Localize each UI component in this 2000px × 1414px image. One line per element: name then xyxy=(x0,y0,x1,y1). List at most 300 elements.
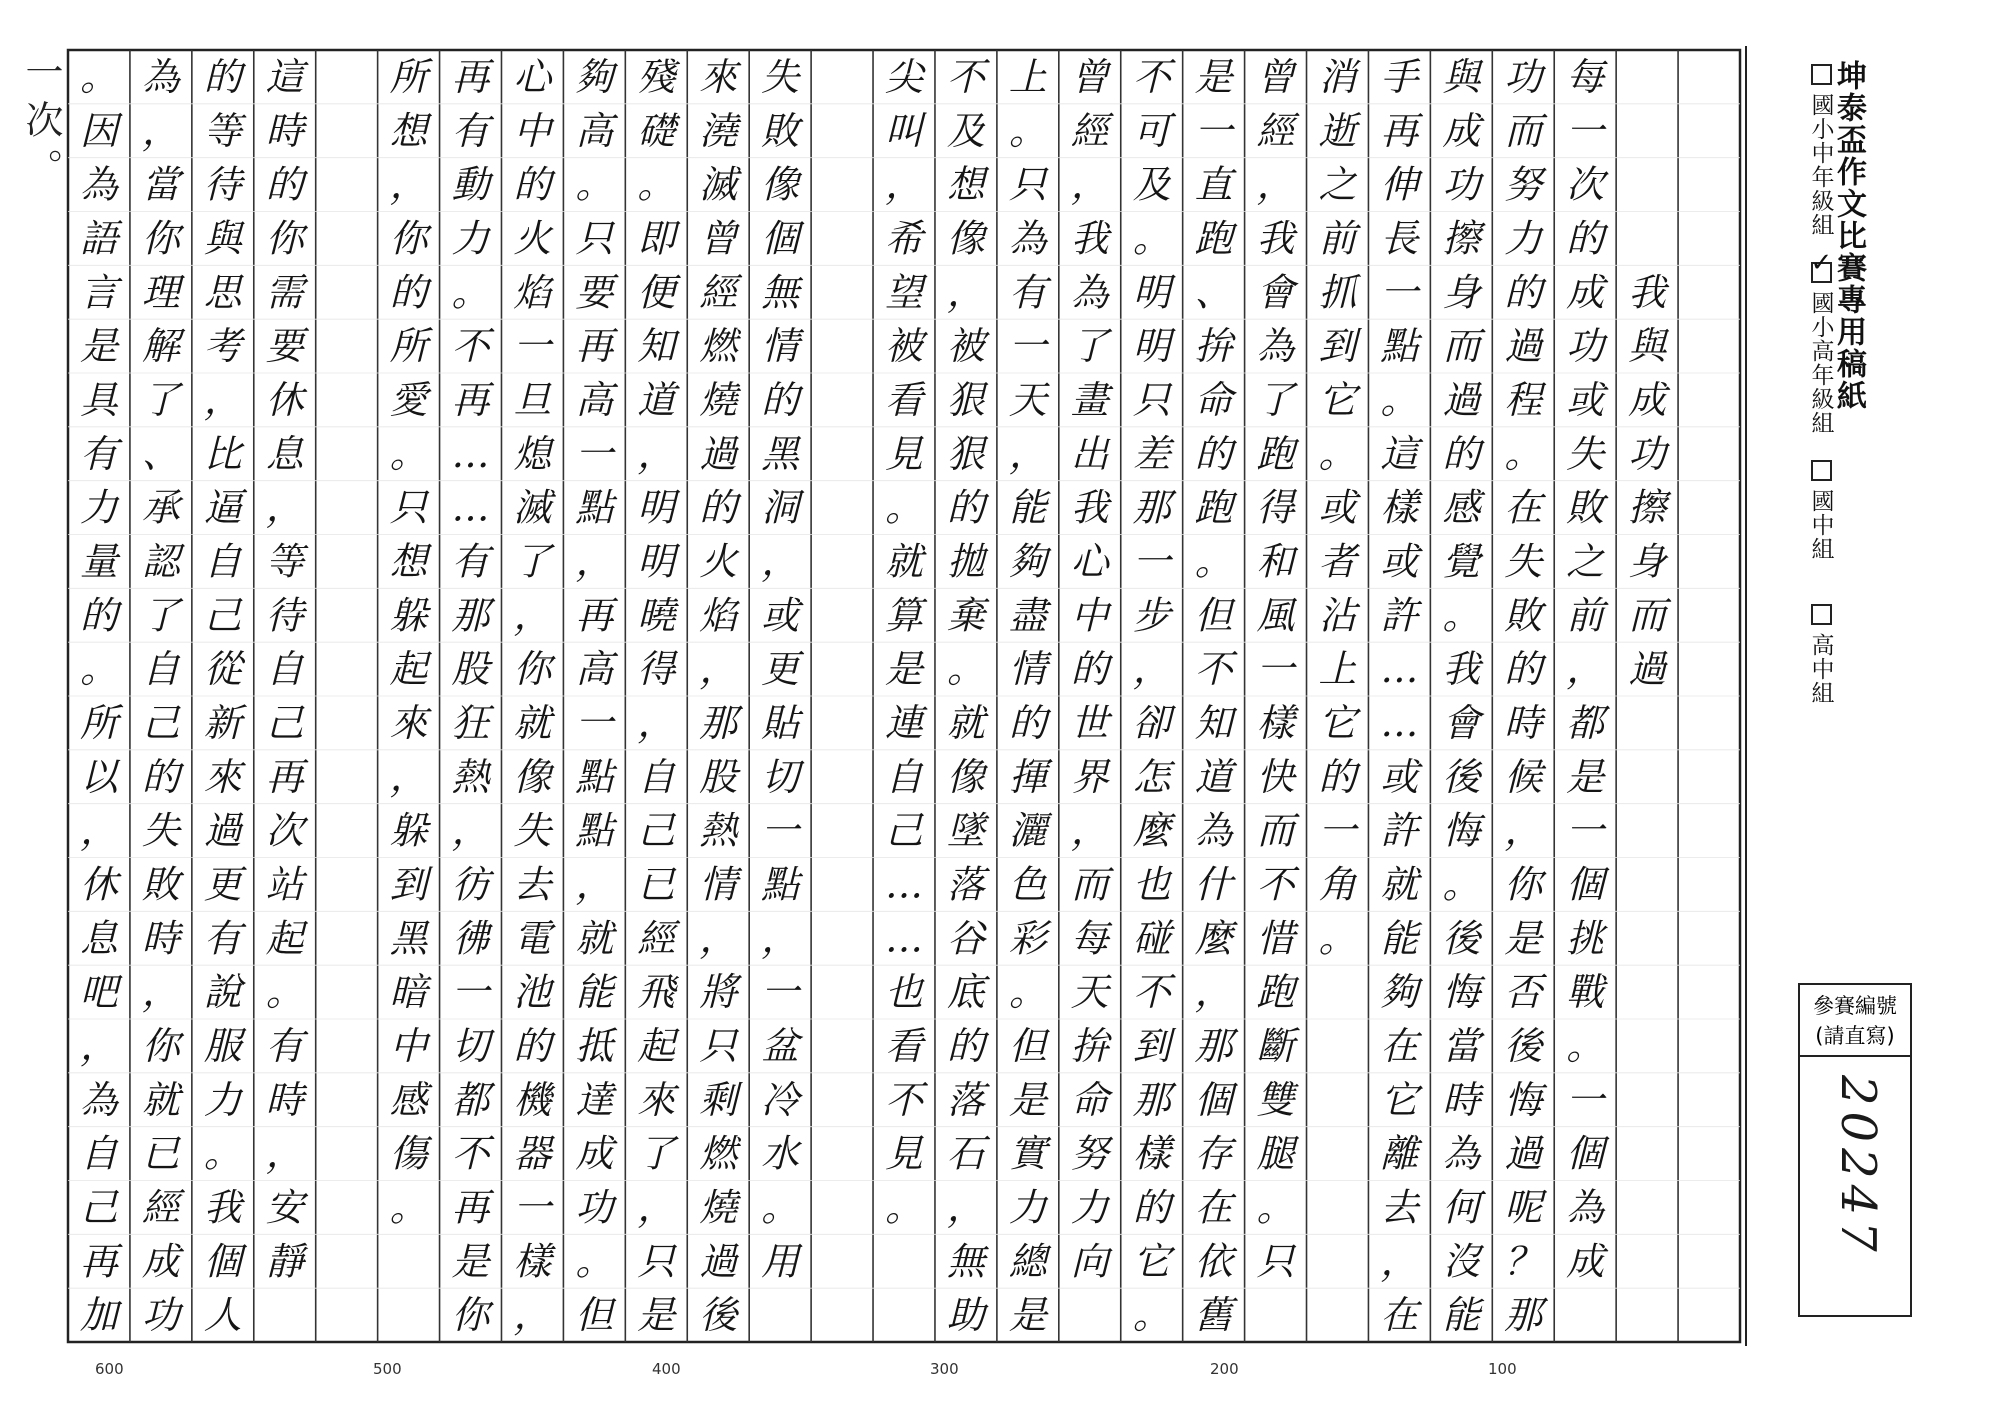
essay-char: 但 xyxy=(1194,593,1233,638)
essay-char: 失 xyxy=(141,808,180,853)
category-checkbox[interactable] xyxy=(1811,64,1832,85)
essay-char: 自 xyxy=(79,1131,118,1176)
essay-char: 後 xyxy=(1442,916,1481,961)
essay-char: 站 xyxy=(265,862,304,907)
essay-char: 那 xyxy=(1132,1077,1171,1122)
essay-char: 或 xyxy=(761,593,800,638)
essay-char: 只 xyxy=(575,216,614,261)
essay-char: 天 xyxy=(1008,377,1047,422)
essay-char: 成 xyxy=(1566,270,1605,315)
essay-char: 曾 xyxy=(1070,54,1109,99)
category-senior-high[interactable] xyxy=(1806,604,1836,705)
entry-number-value: 20247 xyxy=(1830,1075,1886,1258)
essay-char: 的 xyxy=(1194,431,1233,476)
essay-char: 到 xyxy=(1132,1023,1171,1068)
essay-char: 承 xyxy=(141,485,180,530)
essay-char: 個 xyxy=(1566,1131,1605,1176)
essay-char: 過 xyxy=(699,1239,738,1284)
essay-char: 再 xyxy=(265,754,304,799)
essay-char: 那 xyxy=(1132,485,1171,530)
essay-char: 中 xyxy=(513,108,552,153)
essay-char: 明 xyxy=(1132,270,1171,315)
essay-char: 你 xyxy=(1504,862,1543,907)
essay-char: 我 xyxy=(1256,216,1295,261)
essay-char: 失 xyxy=(1504,539,1543,584)
essay-char: ， xyxy=(389,162,428,207)
essay-char: 燃 xyxy=(699,1131,738,1176)
category-junior-elementary[interactable] xyxy=(1806,64,1836,237)
essay-char: 以 xyxy=(79,754,118,799)
essay-char: 可 xyxy=(1132,108,1171,153)
essay-char: 來 xyxy=(637,1077,676,1122)
essay-char: 怎 xyxy=(1132,754,1171,799)
essay-char: 個 xyxy=(1566,862,1605,907)
essay-char: 夠 xyxy=(575,54,614,99)
essay-char: 前 xyxy=(1566,593,1605,638)
essay-char: 具 xyxy=(79,377,118,422)
essay-char: 來 xyxy=(699,54,738,99)
essay-char: 樣 xyxy=(1132,1131,1171,1176)
essay-char: 。 xyxy=(884,1185,924,1230)
essay-char: 跑 xyxy=(1194,485,1233,530)
essay-char: 便 xyxy=(637,270,676,315)
essay-char: ， xyxy=(1380,1239,1419,1284)
essay-char: 點 xyxy=(575,808,614,853)
essay-char: 麼 xyxy=(1194,916,1233,961)
entry-number-header xyxy=(1800,985,1910,1057)
essay-char: 曾 xyxy=(699,216,738,261)
essay-char: 的 xyxy=(946,485,985,530)
check-mark-icon: ✓ xyxy=(1810,248,1833,278)
essay-char: 彷 xyxy=(451,862,490,907)
essay-char: 而 xyxy=(1442,324,1481,369)
essay-char: 剩 xyxy=(699,1077,738,1122)
essay-char: 己 xyxy=(637,808,676,853)
essay-char: 成 xyxy=(1566,1239,1605,1284)
essay-char: 中 xyxy=(1070,593,1109,638)
essay-char: 而 xyxy=(1504,108,1543,153)
essay-char: 次 xyxy=(265,808,304,853)
essay-char: 的 xyxy=(761,377,800,422)
essay-char: 我 xyxy=(1442,647,1481,692)
essay-char: 力 xyxy=(203,1077,242,1122)
essay-char: 感 xyxy=(389,1077,428,1122)
essay-char: 語 xyxy=(79,216,118,261)
essay-char: 它 xyxy=(1318,377,1357,422)
essay-char: 的 xyxy=(1008,700,1047,745)
essay-char: 、 xyxy=(1194,270,1233,315)
essay-char: 狠 xyxy=(946,431,985,476)
essay-char: 己 xyxy=(265,700,304,745)
essay-char: 它 xyxy=(1132,1239,1171,1284)
essay-char: 總 xyxy=(1008,1239,1047,1284)
entry-number-box[interactable] xyxy=(1798,983,1912,1317)
essay-char: 跑 xyxy=(1256,970,1295,1015)
essay-char: 只 xyxy=(389,485,428,530)
essay-char: 前 xyxy=(1318,216,1357,261)
essay-char: 的 xyxy=(1132,1185,1171,1230)
essay-char: 就 xyxy=(141,1077,180,1122)
essay-char: 那 xyxy=(1194,1023,1233,1068)
essay-char: 了 xyxy=(637,1131,676,1176)
essay-char: 舊 xyxy=(1194,1293,1233,1338)
essay-char: 理 xyxy=(141,270,180,315)
essay-char: ， xyxy=(699,916,738,961)
essay-char: 起 xyxy=(637,1023,676,1068)
essay-char: 界 xyxy=(1070,754,1109,799)
essay-char: 。 xyxy=(1008,970,1047,1015)
essay-char: 的 xyxy=(1504,647,1543,692)
essay-char: ， xyxy=(513,1293,552,1338)
essay-char: 只 xyxy=(637,1239,676,1284)
essay-char: 過 xyxy=(1628,647,1667,692)
essay-char: 一 xyxy=(761,970,800,1015)
essay-char: 只 xyxy=(1008,162,1047,207)
essay-char: 尖 xyxy=(884,54,924,99)
essay-char: 的 xyxy=(1070,647,1109,692)
essay-char: ， xyxy=(79,808,118,853)
essay-char: 就 xyxy=(1380,862,1419,907)
essay-char: 那 xyxy=(699,700,738,745)
essay-char: 得 xyxy=(1256,485,1295,530)
essay-char: 沒 xyxy=(1442,1239,1481,1284)
essay-char: 貼 xyxy=(761,700,800,745)
essay-char: 或 xyxy=(1380,754,1419,799)
essay-char: 息 xyxy=(79,916,118,961)
essay-char: 過 xyxy=(1442,377,1481,422)
essay-char: 為 xyxy=(79,162,118,207)
essay-char: 成 xyxy=(1628,377,1667,422)
essay-char: 加 xyxy=(79,1293,118,1338)
essay-char: 逝 xyxy=(1318,108,1357,153)
essay-char: 為 xyxy=(1194,808,1233,853)
essay-char: 就 xyxy=(946,700,985,745)
essay-char: 實 xyxy=(1008,1131,1047,1176)
char-count-300: 300 xyxy=(930,1360,959,1378)
essay-char: 是 xyxy=(1008,1293,1047,1338)
essay-char: 像 xyxy=(761,162,800,207)
essay-char: 要 xyxy=(575,270,614,315)
essay-char: 抵 xyxy=(575,1023,614,1068)
essay-char: 存 xyxy=(1194,1131,1233,1176)
essay-char: 命 xyxy=(1070,1077,1109,1122)
essay-char: 。 xyxy=(389,1185,428,1230)
essay-char: 落 xyxy=(946,1077,985,1122)
essay-char: 。 xyxy=(79,54,118,99)
essay-char: 知 xyxy=(637,324,676,369)
essay-char: 會 xyxy=(1256,270,1295,315)
essay-char: 。 xyxy=(1442,593,1481,638)
essay-char: ， xyxy=(1504,808,1543,853)
essay-char: ， xyxy=(451,808,490,853)
essay-char: 飛 xyxy=(637,970,676,1015)
char-count-100: 100 xyxy=(1488,1360,1517,1378)
essay-char: 是 xyxy=(79,324,118,369)
essay-char: 上 xyxy=(1008,54,1047,99)
essay-char: 當 xyxy=(141,162,180,207)
essay-char: 差 xyxy=(1132,431,1171,476)
essay-char: ， xyxy=(1070,808,1109,853)
essay-char: 樣 xyxy=(1256,700,1295,745)
category-label: 國小中年級組 xyxy=(1807,93,1834,237)
essay-char: 。 xyxy=(79,647,118,692)
essay-char: 風 xyxy=(1256,593,1295,638)
essay-char: 成 xyxy=(575,1131,614,1176)
essay-char: 。 xyxy=(761,1185,800,1230)
essay-char: 旦 xyxy=(513,377,552,422)
essay-char: 一 xyxy=(1256,647,1295,692)
essay-char: 暗 xyxy=(389,970,428,1015)
form-title: 坤泰盃作文比賽專用稿紙 xyxy=(1831,60,1866,412)
essay-char: 覺 xyxy=(1442,539,1481,584)
essay-char: 的 xyxy=(946,1023,985,1068)
essay-char: ， xyxy=(265,1131,304,1176)
essay-char: 即 xyxy=(637,216,676,261)
category-senior-elementary[interactable] xyxy=(1806,248,1836,435)
essay-char: 你 xyxy=(451,1293,490,1338)
essay-char: 悔 xyxy=(1504,1077,1543,1122)
essay-char: 。 xyxy=(1380,377,1419,422)
essay-char: 器 xyxy=(513,1131,552,1176)
category-label: 國小高年級組 xyxy=(1807,291,1834,435)
essay-char: 力 xyxy=(79,485,118,530)
essay-char: 過 xyxy=(1504,324,1543,369)
essay-char: 。 xyxy=(389,431,428,476)
char-count-500: 500 xyxy=(373,1360,402,1378)
essay-char: 個 xyxy=(203,1239,242,1284)
essay-char: 再 xyxy=(575,324,614,369)
essay-char: 敗 xyxy=(761,108,800,153)
essay-char: 想 xyxy=(389,539,428,584)
essay-char: 那 xyxy=(451,593,490,638)
essay-char: 程 xyxy=(1504,377,1543,422)
essay-char: ， xyxy=(1194,970,1233,1015)
essay-char: 我 xyxy=(1628,270,1667,315)
category-checkbox[interactable] xyxy=(1811,604,1832,625)
essay-char: 再 xyxy=(451,54,490,99)
essay-char: 呢 xyxy=(1504,1185,1543,1230)
essay-char: 看 xyxy=(884,377,924,422)
essay-char: 後 xyxy=(1504,1023,1543,1068)
essay-char: 點 xyxy=(1380,324,1419,369)
essay-char: … xyxy=(885,862,923,907)
essay-char: 自 xyxy=(203,539,242,584)
category-checkbox[interactable] xyxy=(1811,460,1832,481)
essay-char: 的 xyxy=(513,1023,552,1068)
essay-char: 消 xyxy=(1318,54,1357,99)
essay-char: 每 xyxy=(1566,54,1605,99)
essay-char: 躲 xyxy=(389,808,428,853)
essay-char: 礎 xyxy=(637,108,676,153)
essay-char: 是 xyxy=(637,1293,676,1338)
essay-char: 躲 xyxy=(389,593,428,638)
essay-char: 敗 xyxy=(141,862,180,907)
char-count-200: 200 xyxy=(1210,1360,1239,1378)
essay-char: 焰 xyxy=(699,593,738,638)
essay-char: 只 xyxy=(1132,377,1171,422)
essay-char: 。 xyxy=(203,1131,242,1176)
essay-char: 。 xyxy=(1504,431,1543,476)
essay-char: 待 xyxy=(265,593,304,638)
essay-char: 己 xyxy=(884,808,924,853)
essay-char: 知 xyxy=(1194,700,1233,745)
essay-char: 滅 xyxy=(699,162,738,207)
essay-char: 命 xyxy=(1194,377,1233,422)
essay-char: 它 xyxy=(1380,1077,1419,1122)
essay-char: 是 xyxy=(1194,54,1233,99)
essay-char: 過 xyxy=(1504,1131,1543,1176)
essay-char: 戰 xyxy=(1566,970,1605,1015)
essay-char: 也 xyxy=(1132,862,1171,907)
category-label: 高中組 xyxy=(1807,633,1834,705)
essay-char: 更 xyxy=(761,647,800,692)
essay-char: 成 xyxy=(141,1239,180,1284)
essay-char: 已 xyxy=(141,1131,180,1176)
essay-char: ， xyxy=(79,1023,118,1068)
essay-char: 會 xyxy=(1442,700,1481,745)
essay-char: 再 xyxy=(1380,108,1419,153)
essay-char: 都 xyxy=(1566,700,1605,745)
essay-char: 敗 xyxy=(1504,593,1543,638)
essay-char: 這 xyxy=(1380,431,1419,476)
essay-char: ， xyxy=(946,270,985,315)
essay-char: ， xyxy=(699,647,738,692)
essay-char: 連 xyxy=(884,700,924,745)
essay-char: 曾 xyxy=(1256,54,1295,99)
essay-char: ， xyxy=(1566,647,1605,692)
essay-char: 一 xyxy=(513,324,552,369)
essay-char: 你 xyxy=(513,647,552,692)
essay-char: 及 xyxy=(1132,162,1171,207)
essay-char: 離 xyxy=(1380,1131,1419,1176)
essay-char: 休 xyxy=(265,377,304,422)
essay-char: 能 xyxy=(1380,916,1419,961)
essay-char: 。 xyxy=(1194,539,1233,584)
essay-char: 時 xyxy=(1504,700,1543,745)
essay-char: 經 xyxy=(1070,108,1109,153)
essay-char: 石 xyxy=(946,1131,985,1176)
essay-char: 你 xyxy=(141,1023,180,1068)
essay-char: 。 xyxy=(575,162,614,207)
essay-char: 力 xyxy=(451,216,490,261)
essay-char: 一 xyxy=(761,808,800,853)
essay-char: 向 xyxy=(1070,1239,1109,1284)
essay-char: 一 xyxy=(1566,1077,1605,1122)
essay-char: 將 xyxy=(699,970,738,1015)
essay-char: 夠 xyxy=(1008,539,1047,584)
essay-char: 達 xyxy=(575,1077,614,1122)
essay-char: 起 xyxy=(389,647,428,692)
essay-char: 解 xyxy=(141,324,180,369)
essay-char: 後 xyxy=(1442,754,1481,799)
essay-char: ， xyxy=(761,539,800,584)
essay-char: 為 xyxy=(1256,324,1295,369)
essay-char: 再 xyxy=(575,593,614,638)
essay-char: 點 xyxy=(761,862,800,907)
essay-char: 努 xyxy=(1070,1131,1109,1176)
essay-char: 傷 xyxy=(389,1131,428,1176)
entry-number-hint: (請直寫) xyxy=(1815,1024,1895,1048)
essay-char: 不 xyxy=(1132,54,1171,99)
essay-char: 希 xyxy=(884,216,924,261)
essay-char: 的 xyxy=(203,54,242,99)
essay-char: ， xyxy=(637,700,676,745)
essay-char: 等 xyxy=(265,539,304,584)
essay-char: 見 xyxy=(884,431,924,476)
essay-char: 或 xyxy=(1566,377,1605,422)
essay-char: 為 xyxy=(1442,1131,1481,1176)
essay-char: 自 xyxy=(141,647,180,692)
essay-char: 就 xyxy=(513,700,552,745)
essay-char: 要 xyxy=(265,324,304,369)
essay-char: … xyxy=(451,431,490,476)
essay-char: 有 xyxy=(79,431,118,476)
essay-char: 像 xyxy=(513,754,552,799)
essay-char: 的 xyxy=(513,162,552,207)
essay-char: 谷 xyxy=(946,916,985,961)
essay-char: 許 xyxy=(1380,808,1419,853)
essay-char: 、 xyxy=(141,431,180,476)
essay-char: 時 xyxy=(265,108,304,153)
category-junior-high[interactable] xyxy=(1806,460,1836,561)
essay-char: ， xyxy=(389,754,428,799)
essay-char: … xyxy=(1380,647,1419,692)
essay-char: 個 xyxy=(761,216,800,261)
essay-char: ， xyxy=(203,377,242,422)
essay-char: 為 xyxy=(1008,216,1047,261)
essay-char: 力 xyxy=(1008,1185,1047,1230)
essay-char: 。 xyxy=(575,1239,614,1284)
essay-char: 切 xyxy=(451,1023,490,1068)
essay-char: 燃 xyxy=(699,324,738,369)
essay-char: 曉 xyxy=(637,593,676,638)
essay-char: 比 xyxy=(203,431,242,476)
essay-char: 腿 xyxy=(1256,1131,1295,1176)
essay-char: 及 xyxy=(946,108,985,153)
essay-char: 惜 xyxy=(1256,916,1295,961)
essay-char: 擦 xyxy=(1628,485,1667,530)
essay-char: 言 xyxy=(79,270,118,315)
essay-char: 一 xyxy=(575,431,614,476)
essay-char: 無 xyxy=(761,270,800,315)
essay-char: 在 xyxy=(1380,1023,1419,1068)
essay-char: 為 xyxy=(1566,1185,1605,1230)
essay-char: 拋 xyxy=(946,539,985,584)
essay-char: 快 xyxy=(1256,754,1295,799)
essay-char: 否 xyxy=(1504,970,1543,1015)
essay-char: 跑 xyxy=(1194,216,1233,261)
essay-char: 有 xyxy=(203,916,242,961)
essay-char: 需 xyxy=(265,270,304,315)
essay-char: 盆 xyxy=(761,1023,800,1068)
essay-char: 黑 xyxy=(761,431,800,476)
essay-char: … xyxy=(1380,700,1419,745)
essay-char: 我 xyxy=(1070,485,1109,530)
essay-char: 能 xyxy=(1008,485,1047,530)
essay-char: 你 xyxy=(265,216,304,261)
essay-char: 不 xyxy=(451,1131,490,1176)
essay-char: ， xyxy=(265,485,304,530)
essay-char: 望 xyxy=(884,270,924,315)
essay-char: 失 xyxy=(1566,431,1605,476)
essay-char: 所 xyxy=(389,54,428,99)
essay-char: 在 xyxy=(1194,1185,1233,1230)
essay-char: 出 xyxy=(1070,431,1109,476)
essay-char: ， xyxy=(637,1185,676,1230)
category-checkbox[interactable] xyxy=(1810,248,1833,283)
essay-char: 叫 xyxy=(884,108,924,153)
essay-char: 擦 xyxy=(1442,216,1481,261)
